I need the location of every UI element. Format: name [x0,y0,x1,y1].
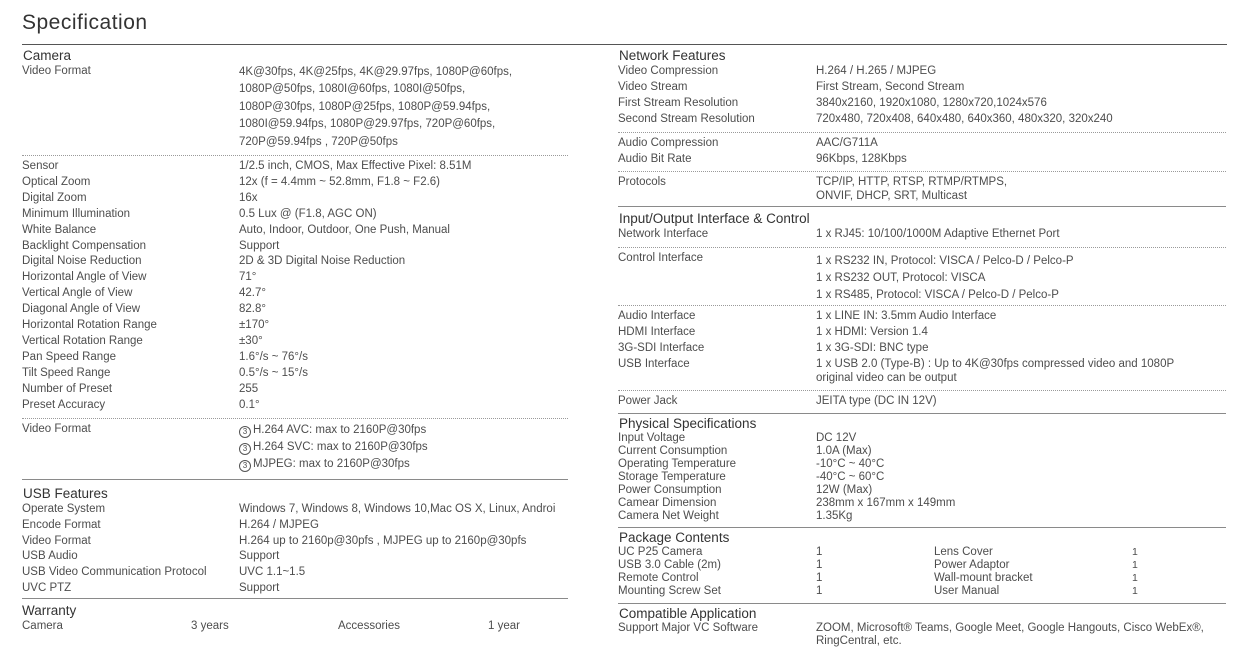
spec-label: Digital Noise Reduction [22,255,142,268]
spec-value: 0.1° [239,398,260,411]
package-item-name: Power Adaptor [934,558,1010,571]
spec-value: 1 x HDMI: Version 1.4 [816,326,928,339]
package-item-qty: 1 [816,545,823,558]
spec-label: Operating Temperature [618,457,737,470]
package-item-qty: 1 [1132,585,1138,598]
spec-row [618,458,1226,471]
spec-label: First Stream Resolution [618,96,739,109]
spec-label: USB Audio [22,550,78,563]
spec-label: Video Format [22,534,91,547]
spec-value [816,176,1007,203]
network-interface-row [618,227,1226,243]
compat-row [618,622,1226,649]
spec-value: 1 x 3G-SDI: BNC type [816,341,929,354]
spec-row [22,350,568,366]
dotted-divider [618,132,1226,133]
spec-label: Input Voltage [618,431,686,444]
spec-row [618,484,1226,497]
spec-value: 96Kbps, 128Kbps [816,152,907,165]
spec-value-line: 3 H.264 SVC: max to 2160P@30fps [239,439,428,456]
spec-label: Power Consumption [618,483,722,496]
spec-value: 238mm x 167mm x 149mm [816,496,956,509]
section-rule [618,206,1226,207]
package-item-name: Mounting Screw Set [618,585,721,598]
section-rule [618,603,1226,604]
circled-number-icon: 3 [239,460,251,472]
spec-value-line: 1080P@50fps, 1080I@60fps, 1080I@50fps, [239,83,466,96]
spec-value: 42.7° [239,287,266,300]
spec-value: JEITA type (DC IN 12V) [816,394,937,407]
power-jack-row [618,394,1226,410]
spec-value: AAC/G711A [816,136,878,149]
usb-spec-list [22,502,568,597]
spec-label: Diagonal Angle of View [22,303,141,316]
warranty-camera-label: Camera [22,620,63,633]
spec-row [22,207,568,223]
physical-heading: Physical Specifications [619,415,757,431]
camera-spec-list [22,159,568,414]
spec-label: Audio Compression [618,136,719,149]
spec-row [22,159,568,175]
spec-value: H.264 / MJPEG [239,518,319,531]
spec-value: 1.0A (Max) [816,444,872,457]
spec-row [22,366,568,382]
spec-row [618,432,1226,445]
spec-row [618,152,1226,168]
spec-value: 16x [239,191,258,204]
spec-value [816,251,1074,303]
spec-row [618,136,1226,152]
spec-value: 1.6°/s ~ 76°/s [239,350,308,363]
camera-video-format-2-row [22,422,568,474]
spec-value-line: 1080P@30fps, 1080P@25fps, 1080P@59.94fps, [239,100,491,113]
spec-row [22,286,568,302]
spec-value: Support [239,239,280,252]
spec-row [618,497,1226,510]
spec-value: 2D & 3D Digital Noise Reduction [239,255,406,268]
package-item-name: Lens Cover [934,545,993,558]
spec-value: H.264 up to 2160p@30pfs , MJPEG up to 2160p@30pfs [239,534,527,547]
spec-value-line: TCP/IP, HTTP, RTSP, RTMP/RTMPS, [816,176,1008,189]
spec-value-line: 4K@30fps, 4K@25fps, 4K@29.97fps, 1080P@60fps, [239,66,513,78]
spec-label: Backlight Compensation [22,239,147,252]
spec-row [618,64,1226,80]
spec-label: UVC PTZ [22,582,72,595]
spec-label: Network Interface [618,228,709,241]
control-interface-row [618,251,1226,303]
spec-label: Vertical Angle of View [22,287,133,300]
spec-row [22,191,568,207]
spec-value: 0.5°/s ~ 15°/s [239,366,308,379]
section-rule [22,598,568,599]
spec-label: Support Major VC Software [618,621,758,634]
spec-row [22,581,568,597]
spec-value-line: 1 x USB 2.0 (Type-B) : Up to 4K@30fps compressed video and 1080P [816,357,1175,370]
spec-label: Camera Net Weight [618,509,719,522]
spec-value [816,622,1204,649]
spec-row [22,565,568,581]
spec-value-line: ONVIF, DHCP, SRT, Multicast [816,189,968,202]
spec-label: Encode Format [22,518,101,531]
spec-label: Horizontal Rotation Range [22,319,157,332]
spec-value-line: 3 MJPEG: max to 2160P@30fps [239,456,428,473]
spec-label: Video Format [22,422,91,435]
spec-value: 720x480, 720x408, 640x480, 640x360, 480x320, 320x240 [816,112,1113,125]
warranty-accessories-value: 1 year [488,620,520,633]
spec-value: 82.8° [239,303,266,316]
spec-value: 1 x LINE IN: 3.5mm Audio Interface [816,310,997,323]
spec-row [22,270,568,286]
section-rule [22,479,568,480]
spec-label: Video Compression [618,65,719,77]
spec-label: Second Stream Resolution [618,112,755,125]
spec-row [22,398,568,414]
spec-row [618,112,1226,128]
spec-label: Operate System [22,502,106,515]
package-contents-grid [618,546,1226,599]
spec-label: Number of Preset [22,382,113,395]
spec-value: 255 [239,382,259,395]
section-rule [618,527,1226,528]
spec-row [618,325,1226,341]
spec-label: Vertical Rotation Range [22,335,143,347]
spec-value-line: 720P@59.94fps , 720P@50fps [239,135,398,148]
network-spec-list [618,64,1226,128]
spec-row [618,445,1226,458]
spec-label: Audio Interface [618,310,696,323]
spec-value: -10°C ~ 40°C [816,457,885,470]
protocols-row [618,176,1226,203]
spec-label: Audio Bit Rate [618,152,692,165]
spec-row [22,254,568,270]
spec-label: HDMI Interface [618,326,696,339]
spec-label: Sensor [22,160,59,173]
io-heading: Input/Output Interface & Control [619,211,810,227]
spec-value: DC 12V [816,431,857,444]
io-spec-list [618,309,1226,357]
spec-value: 1.35Kg [816,509,853,522]
spec-row [618,341,1226,357]
spec-label: 3G-SDI Interface [618,341,705,354]
dotted-divider [618,247,1226,248]
spec-value [239,64,512,151]
package-item-qty: 1 [816,572,823,585]
spec-label: Video Format [22,65,91,77]
spec-label: USB Video Communication Protocol [22,566,207,579]
package-item-name: User Manual [934,585,1000,598]
left-column [22,46,568,635]
package-item-qty: 1 [816,585,823,598]
spec-value: First Stream, Second Stream [816,80,965,93]
spec-value: -40°C ~ 60°C [816,470,885,483]
usb-interface-row [618,357,1226,386]
spec-label: Power Jack [618,394,678,407]
spec-label: Control Interface [618,252,704,265]
spec-label: Horizontal Angle of View [22,271,147,284]
spec-label: Pan Speed Range [22,350,116,363]
spec-value: UVC 1.1~1.5 [239,566,306,579]
spec-row [22,518,568,534]
dotted-divider [22,418,568,419]
spec-label: Minimum Illumination [22,207,131,220]
network-heading: Network Features [619,48,726,63]
spec-label: Video Stream [618,80,688,93]
warranty-accessories-label: Accessories [338,620,400,633]
warranty-heading: Warranty [22,603,77,619]
spec-row [22,223,568,239]
spec-label: Preset Accuracy [22,398,106,411]
dotted-divider [618,171,1226,172]
compat-heading: Compatible Application [619,605,757,621]
package-heading: Package Contents [619,529,730,545]
spec-value-line: 3 H.264 AVC: max to 2160P@30fps [239,422,428,439]
spec-value: 12x (f = 4.4mm ~ 52.8mm, F1.8 ~ F2.6) [239,175,441,188]
spec-value: ±170° [239,319,270,332]
spec-value: Auto, Indoor, Outdoor, One Push, Manual [239,223,450,236]
title-rule [22,44,1227,45]
spec-value: ±30° [239,335,263,347]
spec-value: Windows 7, Windows 8, Windows 10,Mac OS X, Linux, Androi [239,502,556,515]
spec-row [22,549,568,565]
usb-heading: USB Features [23,485,108,501]
spec-row [22,502,568,518]
package-item-name: Remote Control [618,572,699,585]
package-item-qty: 1 [1132,545,1138,558]
page-title: Specification [22,11,148,34]
dotted-divider [618,390,1226,391]
spec-label: Current Consumption [618,444,728,457]
spec-row [22,382,568,398]
spec-label: Camear Dimension [618,496,717,509]
camera-heading: Camera [23,48,72,63]
package-item-qty: 1 [816,558,823,571]
audio-spec-list [618,136,1226,168]
spec-label: USB Interface [618,357,690,370]
circled-number-icon: 3 [239,443,251,455]
spec-label: Protocols [618,176,666,189]
physical-spec-list [618,432,1226,523]
spec-label: Digital Zoom [22,191,87,204]
spec-value: Support [239,550,280,563]
spec-label: Tilt Speed Range [22,366,111,379]
spec-value-line: 1 x RS232 OUT, Protocol: VISCA [816,271,986,284]
spec-value: Support [239,582,280,595]
spec-value: 0.5 Lux @ (F1.8, AGC ON) [239,207,377,220]
package-item-name: UC P25 Camera [618,545,703,558]
spec-row [22,175,568,191]
package-item-qty: 1 [1132,572,1138,585]
spec-row [618,309,1226,325]
spec-value-line: 1080I@59.94fps, 1080P@29.97fps, 720P@60fps, [239,118,496,131]
dotted-divider [618,305,1226,306]
camera-video-format-row [22,64,568,151]
spec-label: Storage Temperature [618,470,726,483]
warranty-row [22,619,568,635]
package-item-name: Wall-mount bracket [934,572,1033,585]
spec-value: 1 x RJ45: 10/100/1000M Adaptive Ethernet Port [816,228,1060,241]
warranty-camera-value: 3 years [191,620,229,633]
spec-row [22,239,568,255]
spec-row [618,471,1226,484]
spec-row [22,318,568,334]
spec-value: H.264 / H.265 / MJPEG [816,65,937,77]
spec-value-line: RingCentral, etc. [816,635,902,648]
spec-value-line: 1 x RS232 IN, Protocol: VISCA / Pelco-D / Pelco-P [816,255,1074,268]
spec-row [618,80,1226,96]
package-item-name: USB 3.0 Cable (2m) [618,558,721,571]
spec-value [816,357,1174,386]
spec-value: 1/2.5 inch, CMOS, Max Effective Pixel: 8.51M [239,160,472,173]
spec-label: White Balance [22,223,97,236]
dotted-divider [22,155,568,156]
spec-row [618,510,1226,523]
spec-row [22,302,568,318]
spec-row [618,96,1226,112]
spec-value-line: original video can be output [816,372,957,385]
spec-value: 3840x2160, 1920x1080, 1280x720,1024x576 [816,96,1047,109]
package-item-qty: 1 [1132,558,1138,571]
spec-value: 71° [239,271,257,284]
spec-value [239,422,428,474]
right-column [618,46,1226,649]
spec-row [22,534,568,550]
spec-value-line: 1 x RS485, Protocol: VISCA / Pelco-D / Pelco-P [816,288,1059,301]
spec-row [22,334,568,350]
spec-value-line: ZOOM, Microsoft® Teams, Google Meet, Google Hangouts, Cisco WebEx®, [816,621,1204,634]
section-rule [618,413,1226,414]
spec-value: 12W (Max) [816,483,873,496]
circled-number-icon: 3 [239,426,251,438]
spec-label: Optical Zoom [22,175,91,188]
